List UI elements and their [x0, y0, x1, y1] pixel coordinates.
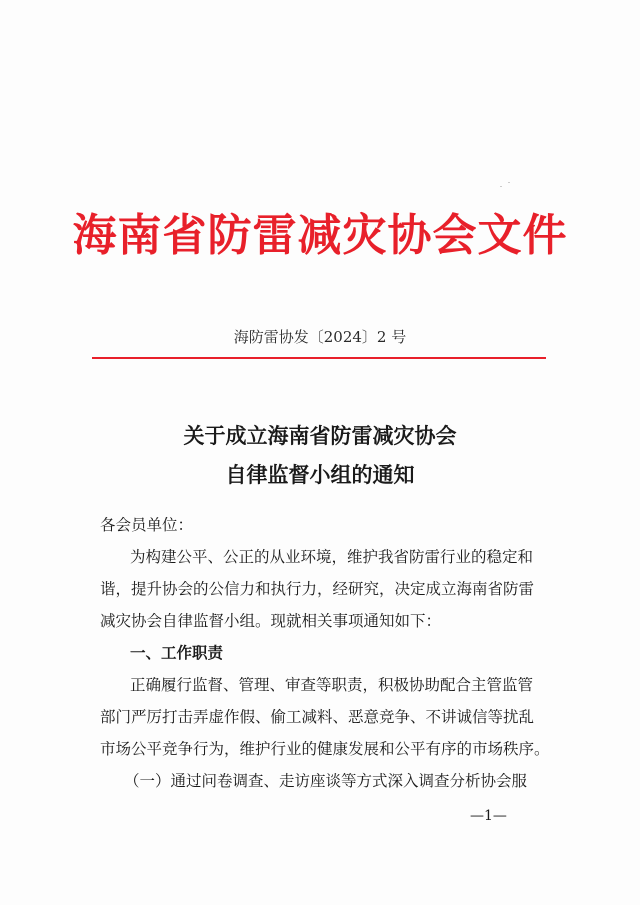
paragraph-2-line: 市场公平竞争行为，维护行业的健康发展和公平有序的市场秩序。 — [100, 740, 550, 758]
salutation: 各会员单位： — [100, 516, 194, 534]
red-divider-line — [92, 357, 546, 359]
paragraph-3-line: （一）通过问卷调查、走访座谈等方式深入调查分析协会服 — [124, 772, 528, 790]
document-number: 海防雷协发〔2024〕2 号 — [233, 328, 407, 346]
paragraph-1-line: 为构建公平、公正的从业环境，维护我省防雷行业的稳定和 — [130, 548, 534, 566]
paragraph-1-line: 减灾协会自律监督小组。现就相关事项通知如下： — [100, 612, 442, 630]
notice-title-line-1: 关于成立海南省防雷减灾协会 — [183, 424, 457, 448]
paragraph-2-line: 正确履行监督、管理、审查等职责，积极协助配合主管监管 — [130, 676, 534, 694]
notice-title-line-2: 自律监督小组的通知 — [225, 463, 415, 487]
paragraph-1-line: 谐，提升协会的公信力和执行力，经研究，决定成立海南省防雷 — [100, 580, 535, 598]
paragraph-2-line: 部门严厉打击弄虚作假、偷工减料、恶意竞争、不讲诚信等扰乱 — [100, 708, 535, 726]
page-number: —1— — [470, 808, 507, 824]
org-header-title: 海南省防雷减灾协会文件 — [72, 210, 568, 261]
section-1-heading: 一、工作职责 — [130, 644, 224, 662]
scan-speck — [500, 186, 502, 187]
scan-speck — [508, 182, 510, 183]
